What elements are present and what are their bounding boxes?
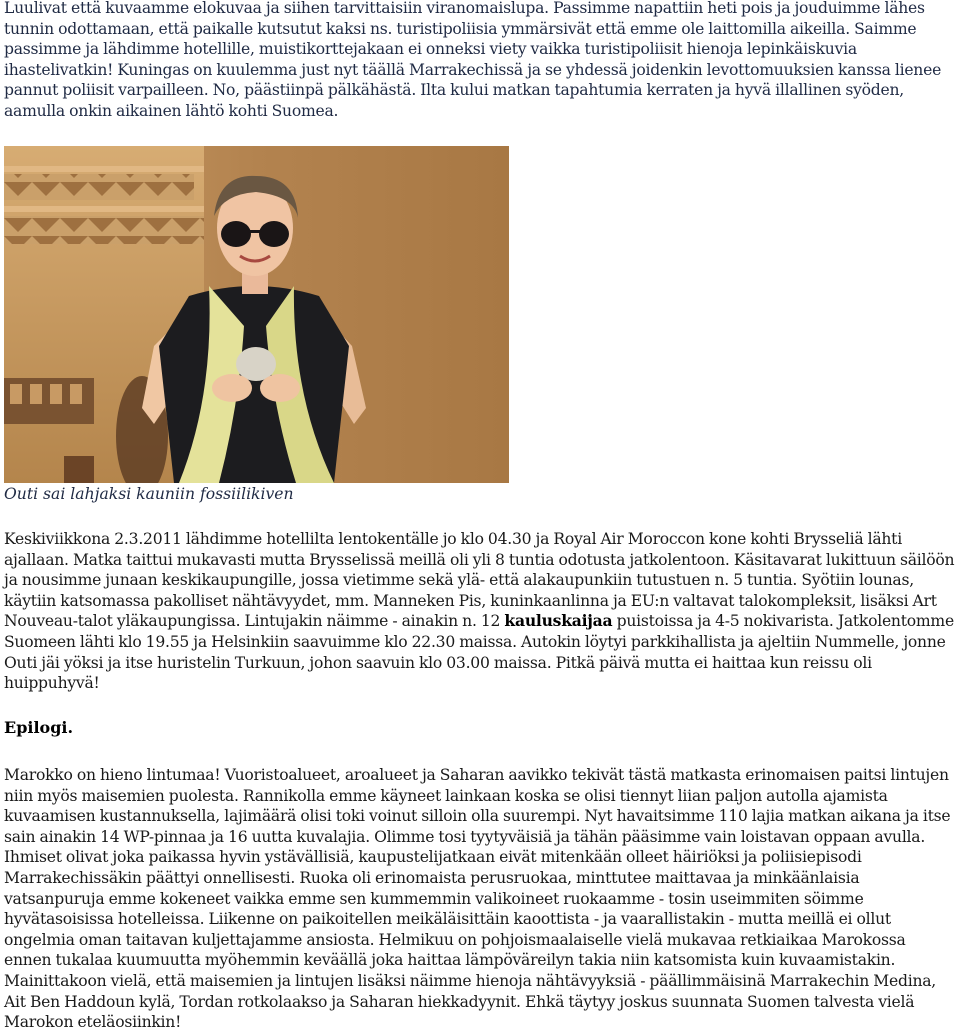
intro-paragraph: Luulivat että kuvaamme elokuvaa ja siihen tarvittaisiin viranomaislupa. Passimme napattiin heti pois ja jouduimme lähes tunnin odottamaan, että paikalle kutsutut kaksi ns. turistipoliisia ymmärsivät että emme ole laittomilla aikeilla. Saimme passimme ja lähdimme hotellille, muistikorttejakaan ei onneksi viety vaikka turistipoliisit hienoja lepinkäiskuvia ihastelivatkin! Kuningas on kuulemma just nyt täällä Marrakechissä ja se yhdessä joidenkin levottomuuksien kanssa lienee pannut poliisit varpailleen. No, päästiinpä pälkähästä. Ilta kului matkan tapahtumia kerraten ja hyvä illallinen syöden, aamulla onkin aikainen lähtö kohti Suomea. xyxy=(4,0,942,120)
woman-holding-fossil-photo xyxy=(4,146,509,483)
epilogue-heading: Epilogi. xyxy=(4,718,74,737)
photo-caption: Outi sai lahjaksi kauniin fossiilikiven xyxy=(4,485,294,503)
bold-term: kauluskaijaa xyxy=(504,611,613,631)
travel-day-text-2: puistoissa ja 4-5 nokivaristа. Jatkolentomme Suomeen lähti klo 19.55 ja Helsinkiin saavuimme klo 22.30 maissa. Autokin löytyi parkkihallista ja ajeltiin Nummelle, jonne Outi jäi yöksi ja itse huristelin Turkuun, johon saavuin klo 03.00 maissa. Pitkä päivä mutta ei haittaa kun reissu oli huippuhyvä! xyxy=(4,612,954,693)
travel-day-paragraph xyxy=(4,529,956,694)
epilogue-paragraph: Marokko on hieno lintumaa! Vuoristoalueet, aroalueet ja Saharan aavikko tekivät tästä matkasta erinomaisen paitsi lintujen niin myös maisemien puolesta. Rannikolla emme käyneet lainkaan koska se olisi tiennyt liian paljon autolla ajamista kuvaamisen kustannuksella, lajimäärä olisi toki voinut silloin olla suurempi. Nyt havaitsimme 110 lajia matkan aikana ja itse sain ainakin 14 WP-pinnaa ja 16 uutta kuvalajia. Olimme tosi tyytyväisiä ja tähän pääsimme vain loistavan oppaan avulla. Ihmiset olivat joka paikassa hyvin ystävällisiä, kaupustelijatkaan eivät mitenkään olleet häiriöksi ja poliisiepisodi Marrakechissäkin päättyi onnellisesti. Ruoka oli erinomaista perusruokaa, minttutee maittavaa ja minkäänlaisia vatsanpuruja emme kokeneet vaikka emme sen kummemmin valikoineet ruokaamme - tosin useimmiten söimme hyvätasoisissa hotelleissa. Liikenne on paikoitellen meikäläisittäin kaoottista - ja vaarallistakin - mutta meillä ei ollut ongelmia oman taitavan kuljettajamme ansiosta. Helmikuu on pohjoismaalaiselle vielä mukavaa retkiaikaa Marokossa ennen tukalaa kuumuutta myöhemmin keväällä joka haittaa lämpöväreilyn takia niin katsomista kuin kuvaamistakin. Mainittakoon vielä, että maisemien ja lintujen lisäksi näimme hienoja nähtävyyksiä - päällimmäisinä Marrakechin Medina, Ait Ben Haddoun kylä, Tordan rotkolaakso ja Saharan hiekkadyynit. Ehkä täytyy joskus suunnata Suomen talvesta vielä Marokon eteläosiinkin! xyxy=(4,766,951,1032)
travel-day-text-1: Keskiviikkona 2.3.2011 lähdimme hotellilta lentokentälle jo klo 04.30 ja Royal Air Moroccon kone kohti Brysseliä lähti ajallaan. Matka taittui mukavasti mutta Brysselissä meillä oli yli 8 tuntia odotusta jatkolentoon. Käsitavarat lukittuun säilöön ja nousimme junaan keskikaupungille, jossa vietimme sekä ylä- että alakaupunkiin tutustuen n. 5 tuntia. Syötiin lounas, käytiin katsomassa pakolliset nähtävyydet, mm. Manneken Pis, kuninkaanlinna ja EU:n valtavat talokompleksit, lisäksi Art Nouveau-talot yläkaupungissa. Lintujakin näimme - ainakin n. 12 xyxy=(4,530,955,631)
